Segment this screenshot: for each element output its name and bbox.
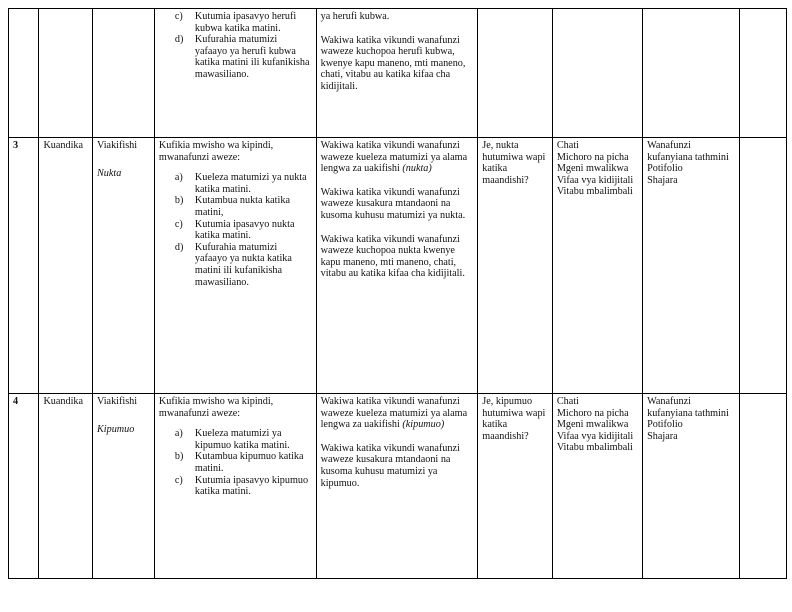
list-item: a) Kueleza matumizi ya nukta katika matini.	[174, 172, 307, 195]
list-item: d) Kufurahia matumizi yafaayo ya herufi kubwa katika matini ili kufanikisha mawasiliano.	[174, 34, 310, 80]
resources-cell: Chati Michoro na picha Mgeni mwalikwa Vifaa vya kidijitali Vitabu mbalimbali	[552, 394, 642, 579]
table-row	[9, 9, 787, 138]
list-item: d) Kufurahia matumizi yafaayo ya nukta katika matini ili kufanikisha mawasiliano.	[174, 241, 292, 288]
lesson-cell: Kuandika	[39, 394, 93, 579]
substrand-label: Nukta	[96, 167, 122, 179]
list-item: c) Kutumia ipasavyo nukta katika matini.	[174, 218, 295, 242]
week-cell: 3	[9, 138, 39, 394]
table-row	[9, 394, 787, 579]
list-item: a) Kueleza matumizi ya kipumuo katika matini.	[174, 428, 290, 451]
activities-cell	[316, 394, 478, 579]
assessment-cell	[643, 9, 740, 138]
activity-text: ya herufi kubwa.	[320, 11, 390, 22]
question-cell: Je, kipumuo hutumiwa wapi katika maandishi?	[478, 394, 553, 579]
activity-text: Wakiwa katika vikundi wanafunzi waweze kusakura mtandaoni na kusoma kuhusu matumizi ya nukta.	[320, 186, 466, 221]
objectives-cell	[154, 138, 316, 394]
list-item: b) Kutambua nukta katika matini,	[174, 195, 290, 218]
activity-text: Wakiwa katika vikundi wanafunzi waweze kueleza matumizi ya alama lengwa za uakifishi (nukta)	[320, 140, 468, 175]
list-item: c) Kutumia ipasavyo kipumuo katika matini.	[174, 474, 309, 498]
objectives-cell	[154, 9, 316, 138]
activities-cell	[316, 9, 478, 138]
assessment-cell: Wanafunzi kufanyiana tathmini Potifolio Shajara	[643, 138, 740, 394]
activity-text: Wakiwa katika vikundi wanafunzi waweze kuchopoa herufi kubwa, kwenye kapu maneno, mti maneno, chati, vitabu au katika kifaa cha kidijitali.	[320, 34, 466, 92]
resources-cell: Chati Michoro na picha Mgeni mwalikwa Vifaa vya kidijitali Vitabu mbalimbali	[552, 138, 642, 394]
activity-text: Wakiwa katika vikundi wanafunzi waweze kuchopoa nukta kwenye kapu maneno, mti maneno, chati, vitabu au katika kifaa cha kidijitali.	[320, 233, 465, 280]
strand-cell	[92, 394, 154, 579]
substrand-label: Kipumuo	[96, 423, 135, 435]
scheme-of-work-table	[8, 8, 787, 579]
remarks-cell	[739, 9, 786, 138]
strand-cell	[92, 138, 154, 394]
week-cell: 4	[9, 394, 39, 579]
lesson-cell	[39, 9, 93, 138]
objectives-list	[159, 172, 312, 288]
strand-label: Viakifishi	[96, 140, 138, 151]
objectives-cell	[154, 394, 316, 579]
activity-text: Wakiwa katika vikundi wanafunzi waweze kusakura mtandaoni na kusoma kuhusu matumizi ya kipumuo.	[320, 442, 460, 489]
objectives-list	[159, 428, 312, 498]
remarks-cell	[739, 138, 786, 394]
strand-cell	[92, 9, 154, 138]
question-cell	[478, 9, 553, 138]
list-item: b) Kutambua kipumuo katika matini.	[174, 451, 304, 474]
objectives-list	[159, 11, 312, 81]
list-item: c) Kutumia ipasavyo herufi kubwa katika matini.	[174, 11, 297, 34]
lesson-cell: Kuandika	[39, 138, 93, 394]
question-cell: Je, nukta hutumiwa wapi katika maandishi?	[478, 138, 553, 394]
assessment-cell: Wanafunzi kufanyiana tathmini Potifolio Shajara	[643, 394, 740, 579]
objectives-intro: Kufikia mwisho wa kipindi, mwanafunzi aweze:	[158, 396, 274, 419]
table-row	[9, 138, 787, 394]
strand-label: Viakifishi	[96, 396, 138, 407]
activities-cell	[316, 138, 478, 394]
objectives-intro: Kufikia mwisho wa kipindi, mwanafunzi aweze:	[158, 140, 274, 163]
week-cell	[9, 9, 39, 138]
remarks-cell	[739, 394, 786, 579]
activity-text: Wakiwa katika vikundi wanafunzi waweze kueleza matumizi ya alama lengwa za uakifishi (kipumuo)	[320, 396, 468, 431]
resources-cell	[552, 9, 642, 138]
